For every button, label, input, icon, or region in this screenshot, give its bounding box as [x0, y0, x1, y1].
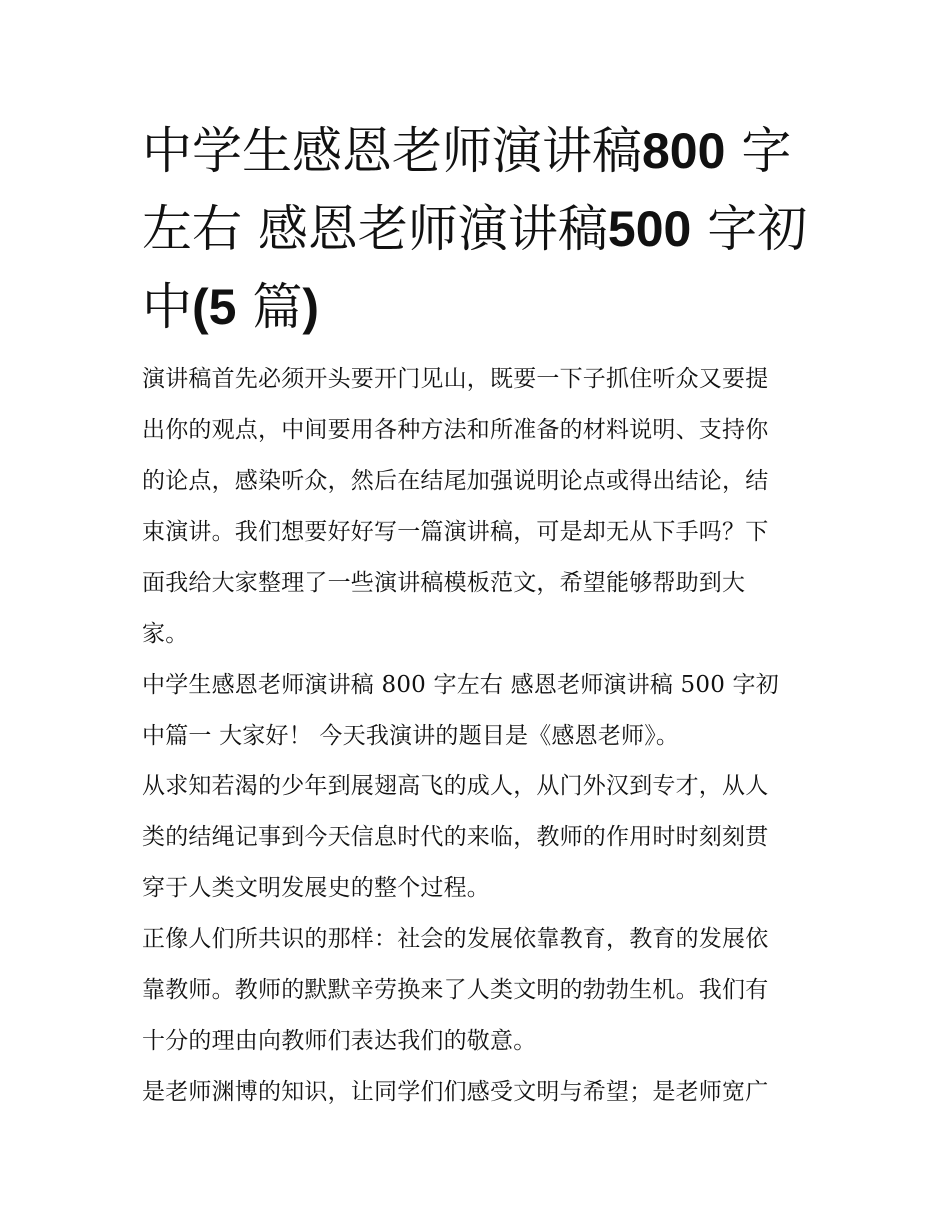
title-text: 中学生感恩老师演讲稿	[142, 122, 642, 180]
title-text: 左右 感恩老师演讲稿	[142, 200, 608, 258]
title-paren: )	[302, 279, 320, 335]
document-title	[142, 112, 842, 346]
paragraph-line: 中篇一 大家好！ 今天我演讲的题目是《感恩老师》。	[142, 723, 680, 749]
title-line-2	[142, 190, 842, 268]
paragraph-line: 正像人们所共识的那样：社会的发展依靠教育，教育的发展依	[142, 926, 769, 952]
title-line-1	[142, 112, 842, 190]
title-number: (5	[192, 279, 237, 335]
paragraph-line: 家。	[142, 621, 189, 647]
title-number: 800	[642, 123, 726, 179]
title-line-3	[142, 268, 842, 346]
title-number: 500	[607, 201, 692, 257]
paragraph-line: 穿于人类文明发展史的整个过程。	[142, 875, 490, 901]
paragraph-line: 面我给大家整理了一些演讲稿模板范文，希望能够帮助到大	[142, 570, 746, 596]
paragraph-line: 是老师渊博的知识，让同学们们感受文明与希望；是老师宽广	[142, 1079, 769, 1105]
paragraph-line: 靠教师。教师的默默辛劳换来了人类文明的勃勃生机。我们有	[142, 977, 769, 1003]
paragraph-line: 出你的观点，中间要用各种方法和所准备的材料说明、支持你	[142, 417, 769, 443]
paragraph-line: 演讲稿首先必须开头要开门见山，既要一下子抓住听众又要提	[142, 366, 769, 392]
title-text: 字	[725, 122, 792, 180]
title-text: 中	[142, 278, 192, 336]
paragraph-line: 束演讲。我们想要好好写一篇演讲稿，可是却无从下手吗？下	[142, 519, 769, 545]
paragraph-line: 从求知若渴的少年到展翅高飞的成人，从门外汉到专才，从人	[142, 773, 769, 799]
paragraph-line: 中学生感恩老师演讲稿 800 字左右 感恩老师演讲稿 500 字初	[142, 672, 779, 698]
paragraph-line: 十分的理由向教师们表达我们的敬意。	[142, 1028, 537, 1054]
title-text: 字初	[691, 200, 808, 258]
paragraph-line: 类的结绳记事到今天信息时代的来临，教师的作用时时刻刻贯	[142, 824, 769, 850]
title-text: 篇	[236, 278, 303, 336]
paragraph-line: 的论点，感染听众，然后在结尾加强说明论点或得出结论，结	[142, 468, 769, 494]
